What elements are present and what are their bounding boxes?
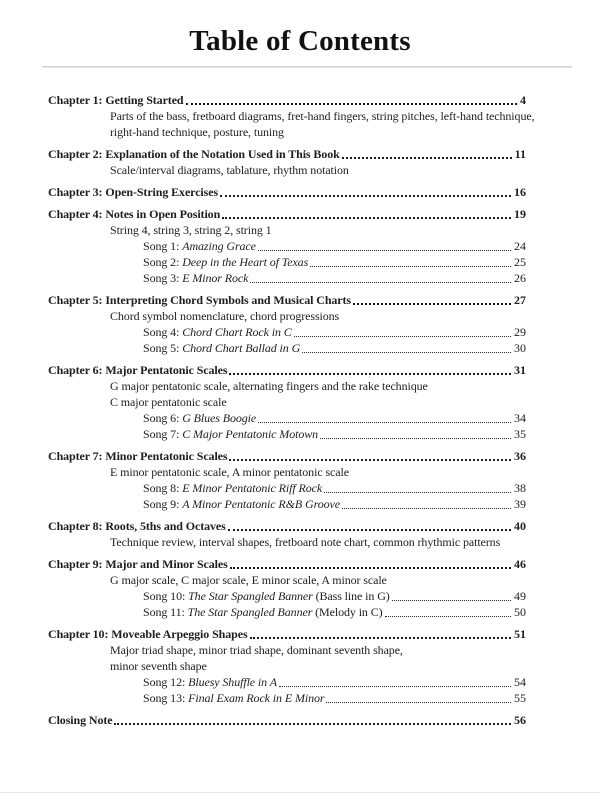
toc-entry-desc bbox=[110, 308, 526, 324]
toc-entry-song-label bbox=[143, 410, 256, 426]
song-number-prefix: Song 1: bbox=[143, 238, 183, 253]
toc-entry-song-label bbox=[143, 238, 256, 254]
toc-entry-chapter bbox=[48, 92, 526, 108]
toc-list bbox=[48, 92, 535, 728]
dot-leader bbox=[228, 529, 511, 531]
toc-entry-song bbox=[143, 604, 526, 620]
toc-entry-page-number: 27 bbox=[514, 292, 526, 307]
page-bottom-edge bbox=[0, 792, 600, 793]
toc-entry-chapter-label: Chapter 2: Explanation of the Notation Used in This Book bbox=[48, 146, 340, 161]
song-title: Chord Chart Rock in C bbox=[182, 324, 292, 339]
toc-entry-chapter bbox=[48, 362, 526, 378]
dot-leader bbox=[222, 217, 511, 219]
toc-entry-page-number: 11 bbox=[514, 146, 526, 161]
dot-leader bbox=[353, 303, 511, 305]
toc-entry-page-number: 26 bbox=[514, 270, 526, 285]
toc-entry-chapter bbox=[48, 712, 526, 728]
toc-entry-description-text: right-hand technique, posture, tuning bbox=[110, 124, 284, 139]
song-title: Deep in the Heart of Texas bbox=[182, 254, 309, 269]
song-title-suffix: (Melody in C) bbox=[312, 604, 383, 619]
dot-leader bbox=[250, 637, 511, 639]
toc-entry-page-number: 25 bbox=[514, 254, 526, 269]
song-number-prefix: Song 3: bbox=[143, 270, 183, 285]
toc-entry-song bbox=[143, 690, 526, 706]
toc-entry-page-number: 51 bbox=[514, 626, 526, 641]
title-divider bbox=[42, 66, 572, 68]
dot-leader bbox=[279, 686, 511, 687]
toc-entry-page-number: 54 bbox=[514, 674, 526, 689]
song-title: Bluesy Shuffle in A bbox=[188, 674, 277, 689]
toc-entry-chapter-label: Chapter 6: Major Pentatonic Scales bbox=[48, 362, 228, 377]
song-number-prefix: Song 11: bbox=[143, 604, 188, 619]
dot-leader bbox=[229, 459, 511, 461]
toc-entry-chapter bbox=[48, 146, 526, 162]
toc-entry-chapter-label: Chapter 5: Interpreting Chord Symbols and Musical Charts bbox=[48, 292, 351, 307]
dot-leader bbox=[229, 373, 511, 375]
toc-entry-song-label bbox=[143, 604, 383, 620]
toc-entry-song-label bbox=[143, 496, 340, 512]
toc-entry-song bbox=[143, 324, 526, 340]
toc-entry-chapter-label: Chapter 8: Roots, 5ths and Octaves bbox=[48, 518, 226, 533]
toc-entry-description-text: Major triad shape, minor triad shape, dominant seventh shape, bbox=[110, 642, 403, 657]
toc-entry-chapter bbox=[48, 206, 526, 222]
toc-entry-description-text: E minor pentatonic scale, A minor pentatonic scale bbox=[110, 464, 349, 479]
toc-entry-chapter-label: Chapter 9: Major and Minor Scales bbox=[48, 556, 228, 571]
toc-entry-song-label bbox=[143, 324, 292, 340]
toc-entry-description-text: Chord symbol nomenclature, chord progressions bbox=[110, 308, 340, 323]
song-title: E Minor Rock bbox=[182, 270, 249, 285]
song-number-prefix: Song 2: bbox=[143, 254, 183, 269]
song-title: Chord Chart Ballad in G bbox=[182, 340, 301, 355]
song-number-prefix: Song 6: bbox=[143, 410, 183, 425]
dot-leader bbox=[326, 702, 511, 703]
toc-entry-page-number: 35 bbox=[514, 426, 526, 441]
dot-leader bbox=[294, 336, 511, 337]
song-title: G Blues Boogie bbox=[182, 410, 257, 425]
song-title: Amazing Grace bbox=[182, 238, 256, 253]
toc-entry-page-number: 40 bbox=[514, 518, 526, 533]
toc-entry-song bbox=[143, 254, 526, 270]
toc-entry-chapter bbox=[48, 448, 526, 464]
toc-entry-chapter bbox=[48, 626, 526, 642]
toc-entry-chapter-label: Chapter 4: Notes in Open Position bbox=[48, 206, 221, 221]
toc-entry-page-number: 19 bbox=[514, 206, 526, 221]
toc-entry-description-text: minor seventh shape bbox=[110, 658, 207, 673]
toc-entry-description-text: G major scale, C major scale, E minor scale, A minor scale bbox=[110, 572, 387, 587]
toc-entry-page-number: 34 bbox=[514, 410, 526, 425]
toc-entry-page-number: 31 bbox=[514, 362, 526, 377]
song-title: A Minor Pentatonic R&B Groove bbox=[182, 496, 340, 511]
toc-entry-desc bbox=[110, 658, 526, 674]
dot-leader bbox=[320, 438, 511, 439]
toc-entry-desc bbox=[110, 534, 526, 550]
toc-entry-description-text: String 4, string 3, string 2, string 1 bbox=[110, 222, 272, 237]
toc-entry-desc bbox=[110, 642, 526, 658]
dot-leader bbox=[230, 567, 511, 569]
toc-entry-song bbox=[143, 588, 526, 604]
toc-entry-song bbox=[143, 480, 526, 496]
dot-leader bbox=[385, 616, 511, 617]
song-number-prefix: Song 5: bbox=[143, 340, 183, 355]
toc-entry-song-label bbox=[143, 426, 318, 442]
dot-leader bbox=[186, 103, 518, 105]
toc-entry-page-number: 39 bbox=[514, 496, 526, 511]
toc-entry-chapter-label: Chapter 1: Getting Started bbox=[48, 92, 184, 107]
dot-leader bbox=[342, 508, 511, 509]
toc-entry-song-label bbox=[143, 340, 300, 356]
song-number-prefix: Song 4: bbox=[143, 324, 183, 339]
toc-entry-page-number: 30 bbox=[514, 340, 526, 355]
toc-entry-description-text: Technique review, interval shapes, fretboard note chart, common rhythmic patterns bbox=[110, 534, 501, 549]
toc-entry-chapter bbox=[48, 292, 526, 308]
toc-entry-song bbox=[143, 340, 526, 356]
song-number-prefix: Song 7: bbox=[143, 426, 183, 441]
toc-entry-chapter-label: Closing Note bbox=[48, 712, 113, 727]
toc-entry-page-number: 56 bbox=[514, 712, 526, 727]
toc-entry-chapter bbox=[48, 518, 526, 534]
dot-leader bbox=[342, 157, 512, 159]
dot-leader bbox=[302, 352, 511, 353]
song-number-prefix: Song 13: bbox=[143, 690, 189, 705]
song-title: The Star Spangled Banner bbox=[187, 604, 313, 619]
song-title: C Major Pentatonic Motown bbox=[182, 426, 319, 441]
song-title: The Star Spangled Banner bbox=[188, 588, 313, 603]
toc-entry-page-number: 4 bbox=[520, 92, 526, 107]
toc-entry-page-number: 50 bbox=[514, 604, 526, 619]
toc-entry-page-number: 38 bbox=[514, 480, 526, 495]
toc-entry-song-label bbox=[143, 480, 322, 496]
dot-leader bbox=[392, 600, 511, 601]
dot-leader bbox=[220, 195, 511, 197]
toc-entry-desc bbox=[110, 222, 526, 238]
toc-entry-desc bbox=[110, 378, 526, 394]
toc-entry-page-number: 49 bbox=[514, 588, 526, 603]
toc-entry-song-label bbox=[143, 690, 324, 706]
song-number-prefix: Song 10: bbox=[143, 588, 189, 603]
song-title: E Minor Pentatonic Riff Rock bbox=[182, 480, 323, 495]
dot-leader bbox=[258, 250, 511, 251]
toc-entry-song bbox=[143, 270, 526, 286]
toc-entry-page-number: 29 bbox=[514, 324, 526, 339]
song-number-prefix: Song 9: bbox=[143, 496, 183, 511]
toc-entry-page-number: 24 bbox=[514, 238, 526, 253]
toc-entry-song-label bbox=[143, 588, 390, 604]
toc-entry-page-number: 46 bbox=[514, 556, 526, 571]
dot-leader bbox=[310, 266, 511, 267]
toc-entry-page-number: 16 bbox=[514, 184, 526, 199]
toc-entry-description-text: C major pentatonic scale bbox=[110, 394, 227, 409]
toc-entry-chapter-label: Chapter 7: Minor Pentatonic Scales bbox=[48, 448, 228, 463]
page-title: Table of Contents bbox=[189, 25, 411, 57]
toc-entry-song bbox=[143, 674, 526, 690]
song-title-suffix: (Bass line in G) bbox=[312, 588, 390, 603]
dot-leader bbox=[258, 422, 511, 423]
toc-entry-desc bbox=[110, 394, 526, 410]
toc-entry-description-text: G major pentatonic scale, alternating fingers and the rake technique bbox=[110, 378, 428, 393]
toc-entry-chapter bbox=[48, 556, 526, 572]
toc-entry-page-number: 55 bbox=[514, 690, 526, 705]
toc-entry-description-text: Scale/interval diagrams, tablature, rhythm notation bbox=[110, 162, 349, 177]
toc-entry-song bbox=[143, 426, 526, 442]
toc-entry-page-number: 36 bbox=[514, 448, 526, 463]
toc-entry-chapter bbox=[48, 184, 526, 200]
toc-entry-desc bbox=[110, 108, 535, 124]
dot-leader bbox=[114, 723, 511, 725]
toc-entry-desc bbox=[110, 162, 526, 178]
dot-leader bbox=[250, 282, 511, 283]
toc-entry-song bbox=[143, 496, 526, 512]
toc-entry-song-label bbox=[143, 270, 248, 286]
toc-entry-song bbox=[143, 410, 526, 426]
toc-entry-desc bbox=[110, 572, 526, 588]
toc-entry-desc bbox=[110, 124, 526, 140]
toc-entry-description-text: Parts of the bass, fretboard diagrams, fret-hand fingers, string pitches, left-hand technique, bbox=[110, 108, 535, 123]
toc-entry-chapter-label: Chapter 3: Open-String Exercises bbox=[48, 184, 219, 199]
toc-entry-song-label bbox=[143, 674, 277, 690]
toc-entry-chapter-label: Chapter 10: Moveable Arpeggio Shapes bbox=[48, 626, 248, 641]
song-number-prefix: Song 8: bbox=[143, 480, 183, 495]
song-title: Final Exam Rock in E Minor bbox=[188, 690, 325, 705]
toc-entry-song-label bbox=[143, 254, 308, 270]
toc-entry-song bbox=[143, 238, 526, 254]
dot-leader bbox=[324, 492, 511, 493]
song-number-prefix: Song 12: bbox=[143, 674, 189, 689]
toc-entry-desc bbox=[110, 464, 526, 480]
